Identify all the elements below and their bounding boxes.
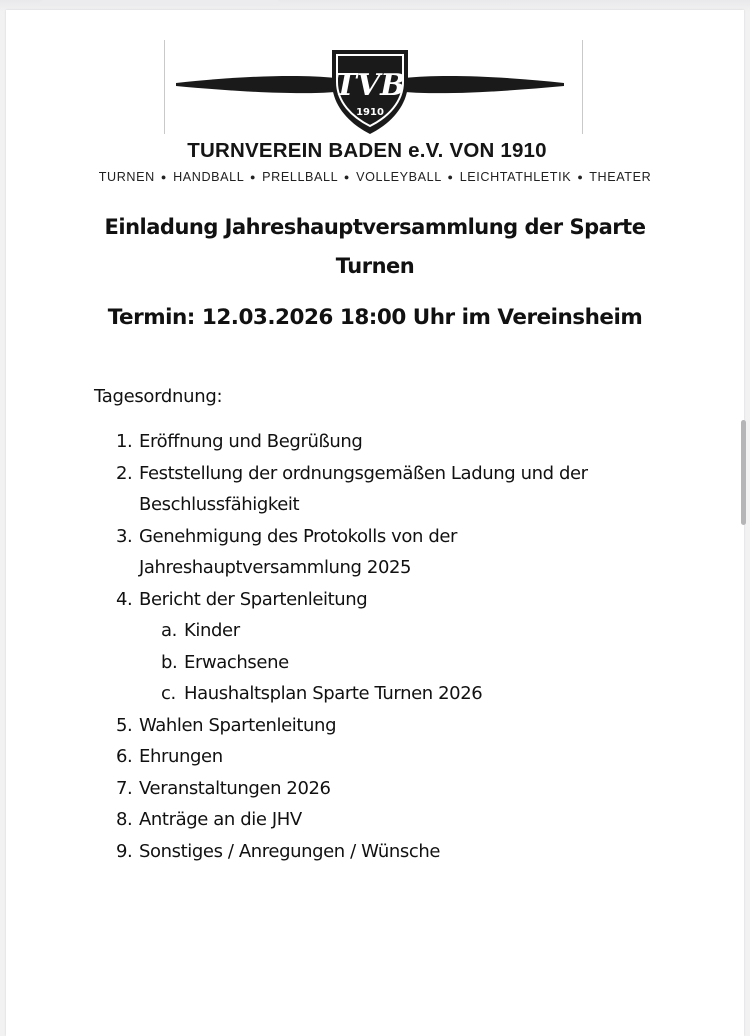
agenda-subitem-text: Erwachsene xyxy=(184,651,289,673)
sport-turnen: TURNEN xyxy=(98,170,155,184)
logo-wing-right xyxy=(405,76,564,93)
agenda-item-number: 6. xyxy=(116,746,133,767)
agenda-item-number: 7. xyxy=(116,777,133,799)
agenda-subitem-b xyxy=(0,647,750,679)
document-title-line-1: Einladung Jahreshauptversammlung der Sparte xyxy=(104,215,646,239)
agenda-item-text: Ehrungen xyxy=(139,746,223,767)
agenda-item-8 xyxy=(0,804,750,836)
agenda-item-2 xyxy=(0,458,750,490)
agenda-item-number: 4. xyxy=(116,588,133,610)
agenda-item-number: 3. xyxy=(116,525,133,547)
agenda-item-number: 5. xyxy=(116,714,133,736)
logo-letters: TVB xyxy=(334,68,406,103)
agenda-item-text: Eröffnung und Begrüßung xyxy=(139,431,363,452)
agenda-item-text: Bericht der Spartenleitung xyxy=(139,588,368,610)
logo-wing-left xyxy=(176,76,335,93)
agenda-item-text: Jahreshauptversammlung 2025 xyxy=(139,557,412,578)
sport-handball: HANDBALL xyxy=(173,170,244,184)
agenda-item-9 xyxy=(0,836,750,868)
agenda-item-number: 2. xyxy=(116,462,133,484)
agenda-item-number: 9. xyxy=(116,840,133,862)
sport-prellball: PRELLBALL xyxy=(262,170,338,184)
agenda-subitem-letter: c. xyxy=(161,683,176,704)
agenda-subitem-text: Kinder xyxy=(184,620,240,641)
agenda-item-6 xyxy=(0,741,750,773)
club-name: TURNVEREIN BADEN e.V. VON 1910 xyxy=(187,139,547,162)
agenda-item-text: Beschlussfähigkeit xyxy=(139,494,300,515)
sport-volleyball: VOLLEYBALL xyxy=(356,170,442,184)
sport-leichtathletik: LEICHTATHLETIK xyxy=(459,170,572,184)
separator-dot: ● xyxy=(577,172,584,182)
letterhead-right-rule xyxy=(582,40,583,134)
separator-dot: ● xyxy=(250,172,257,182)
agenda-subitem-c xyxy=(0,678,750,710)
agenda-item-text: Genehmigung des Protokolls von der xyxy=(139,525,458,547)
separator-dot: ● xyxy=(343,172,350,182)
logo-year: 1910 xyxy=(356,107,384,118)
top-strip-shadow xyxy=(40,0,280,6)
agenda-item-3-continued xyxy=(0,552,750,584)
club-logo xyxy=(170,40,570,136)
agenda-item-text: Wahlen Spartenleitung xyxy=(139,714,337,736)
document-title-line-2: Turnen xyxy=(335,254,415,278)
agenda-list xyxy=(0,426,750,867)
agenda-item-7 xyxy=(0,773,750,805)
agenda-item-3 xyxy=(0,521,750,553)
agenda-subitem-letter: a. xyxy=(161,620,177,641)
agenda-item-2-continued xyxy=(0,489,750,521)
agenda-subitem-text: Haushaltsplan Sparte Turnen 2026 xyxy=(184,683,483,704)
sport-theater: THEATER xyxy=(589,170,652,184)
agenda-item-number: 1. xyxy=(116,431,133,452)
appointment-heading: Termin: 12.03.2026 18:00 Uhr im Vereinsheim xyxy=(107,305,643,330)
agenda-item-text: Anträge an die JHV xyxy=(139,809,302,830)
agenda-item-text: Veranstaltungen 2026 xyxy=(139,777,331,799)
agenda-item-text: Feststellung der ordnungsgemäßen Ladung und der xyxy=(139,462,588,484)
sports-line xyxy=(0,170,750,184)
agenda-label: Tagesordnung: xyxy=(94,386,223,407)
agenda-item-4 xyxy=(0,584,750,616)
agenda-item-number: 8. xyxy=(116,809,133,830)
agenda-subitem-a xyxy=(0,615,750,647)
agenda-item-5 xyxy=(0,710,750,742)
agenda-subitem-letter: b. xyxy=(161,651,178,673)
separator-dot: ● xyxy=(160,172,167,182)
agenda-item-1 xyxy=(0,426,750,458)
agenda-item-text: Sonstiges / Anregungen / Wünsche xyxy=(139,840,441,862)
letterhead-left-rule xyxy=(164,40,165,134)
separator-dot: ● xyxy=(447,172,454,182)
